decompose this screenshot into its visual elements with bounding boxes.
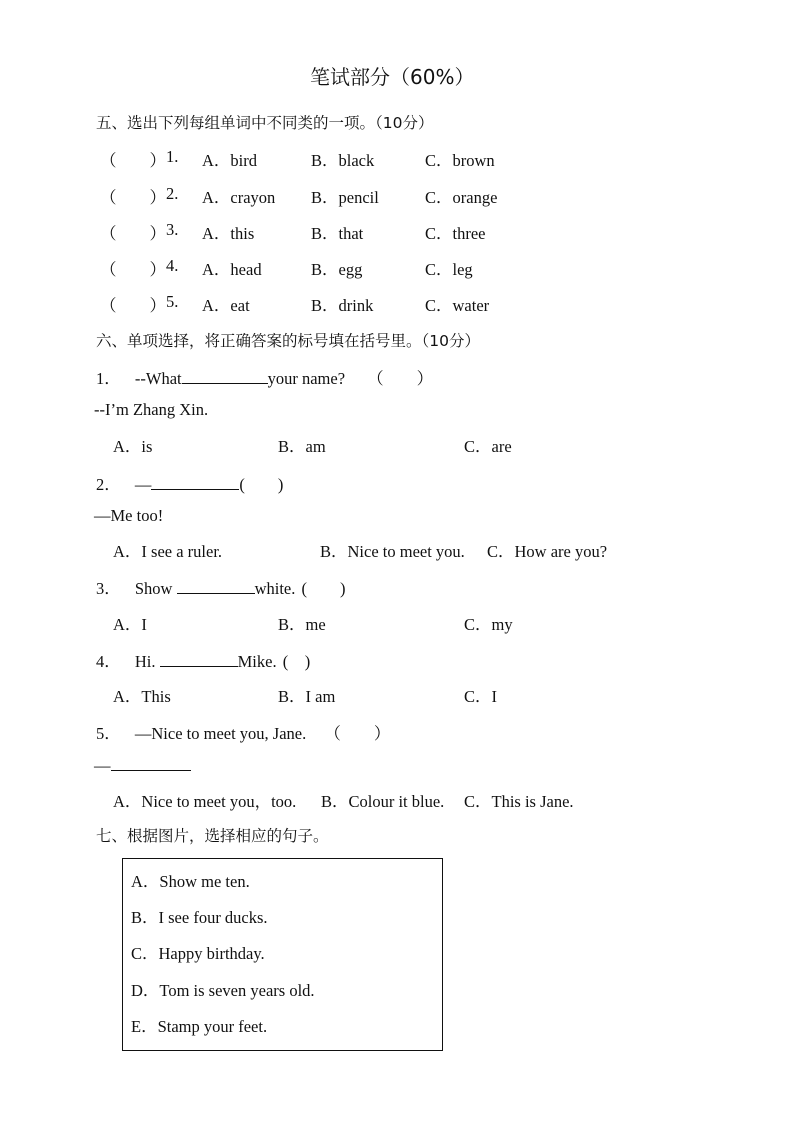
option-b: B．Colour it blue. (321, 792, 445, 811)
option-b: B．am (278, 437, 326, 456)
option-a: A．head (202, 260, 262, 279)
list-item: A．Show me ten. (131, 872, 250, 891)
answer-paren[interactable]: ( ) (301, 579, 346, 598)
option-c: C．water (425, 296, 490, 315)
answer-blank[interactable] (160, 652, 238, 667)
option-a: A．I see a ruler. (113, 542, 223, 561)
answer-paren[interactable]: ( ) (282, 652, 311, 671)
answer-paren[interactable]: （ ） (100, 296, 166, 315)
answer-blank[interactable] (111, 756, 191, 771)
question-number: 5． (96, 724, 121, 743)
answer-blank[interactable] (182, 369, 268, 384)
option-c: C．I (464, 687, 497, 706)
question-text: Show (134, 579, 173, 598)
section-6-heading: 六、单项选择，将正确答案的标号填在括号里。（10分） (96, 332, 480, 350)
question-2 (96, 471, 283, 495)
list-item: C．Happy birthday. (131, 944, 265, 963)
option-a: A．This (113, 687, 171, 706)
option-b: B．I am (278, 687, 336, 706)
item-number: 5. (166, 292, 179, 311)
list-item: E．Stamp your feet. (131, 1017, 268, 1036)
answer-blank[interactable] (151, 475, 239, 490)
option-b: B．egg (311, 260, 363, 279)
list-item: B．I see four ducks. (131, 908, 268, 927)
list-item: D．Tom is seven years old. (131, 981, 315, 1000)
question-2-reply: —Me too! (94, 506, 164, 525)
section-5-heading: 五、选出下列每组单词中不同类的一项。（10分） (96, 114, 434, 132)
option-c: C．This is Jane. (464, 792, 574, 811)
answer-paren[interactable]: （ ） (324, 724, 391, 743)
option-b: B．black (311, 151, 375, 170)
question-5-reply (94, 756, 191, 776)
question-4 (96, 648, 310, 672)
answer-paren[interactable]: （ ） (100, 224, 166, 243)
option-b: B．that (311, 224, 364, 243)
question-text: --What (134, 369, 182, 388)
question-text: —Nice to meet you, Jane. (134, 724, 307, 743)
answer-paren[interactable]: （ ） (100, 260, 166, 279)
option-c: C．How are you? (487, 542, 608, 561)
answer-blank[interactable] (177, 579, 255, 594)
item-number: 1. (166, 147, 179, 166)
question-text: your name? (267, 369, 346, 388)
answer-paren[interactable]: ( ) (239, 475, 284, 494)
question-3 (96, 575, 346, 599)
option-c: C．leg (425, 260, 473, 279)
option-b: B．me (278, 615, 326, 634)
option-a: A．crayon (202, 188, 276, 207)
option-a: A．eat (202, 296, 250, 315)
question-text: Hi. (134, 652, 156, 671)
option-a: A．is (113, 437, 153, 456)
option-a: A．this (202, 224, 255, 243)
option-c: C．my (464, 615, 513, 634)
item-number: 2. (166, 184, 179, 203)
page-title: 笔试部分（60%） (310, 65, 475, 89)
question-5 (96, 720, 390, 744)
option-c: C．three (425, 224, 486, 243)
question-1 (96, 365, 433, 389)
option-c: C．orange (425, 188, 498, 207)
option-a: A．I (113, 615, 147, 634)
question-text: white. (254, 579, 296, 598)
option-b: B．drink (311, 296, 374, 315)
question-number: 1． (96, 369, 121, 388)
option-c: C．are (464, 437, 512, 456)
option-b: B．Nice to meet you. (320, 542, 465, 561)
answer-paren[interactable]: （ ） (100, 188, 166, 207)
answer-paren[interactable]: （ ） (367, 369, 434, 388)
option-a: A．bird (202, 151, 257, 170)
section-7-heading: 七、根据图片，选择相应的句子。 (96, 827, 329, 845)
question-number: 3． (96, 579, 121, 598)
question-1-reply: --I’m Zhang Xin. (94, 400, 209, 419)
item-number: 3. (166, 220, 179, 239)
question-text: — (94, 756, 111, 775)
question-number: 4． (96, 652, 121, 671)
answer-paren[interactable]: （ ） (100, 151, 166, 170)
option-c: C．brown (425, 151, 495, 170)
question-number: 2． (96, 475, 121, 494)
question-text: — (134, 475, 152, 494)
item-number: 4. (166, 256, 179, 275)
option-b: B．pencil (311, 188, 379, 207)
option-a: A．Nice to meet you，too. (113, 792, 297, 811)
question-text: Mike. (237, 652, 277, 671)
